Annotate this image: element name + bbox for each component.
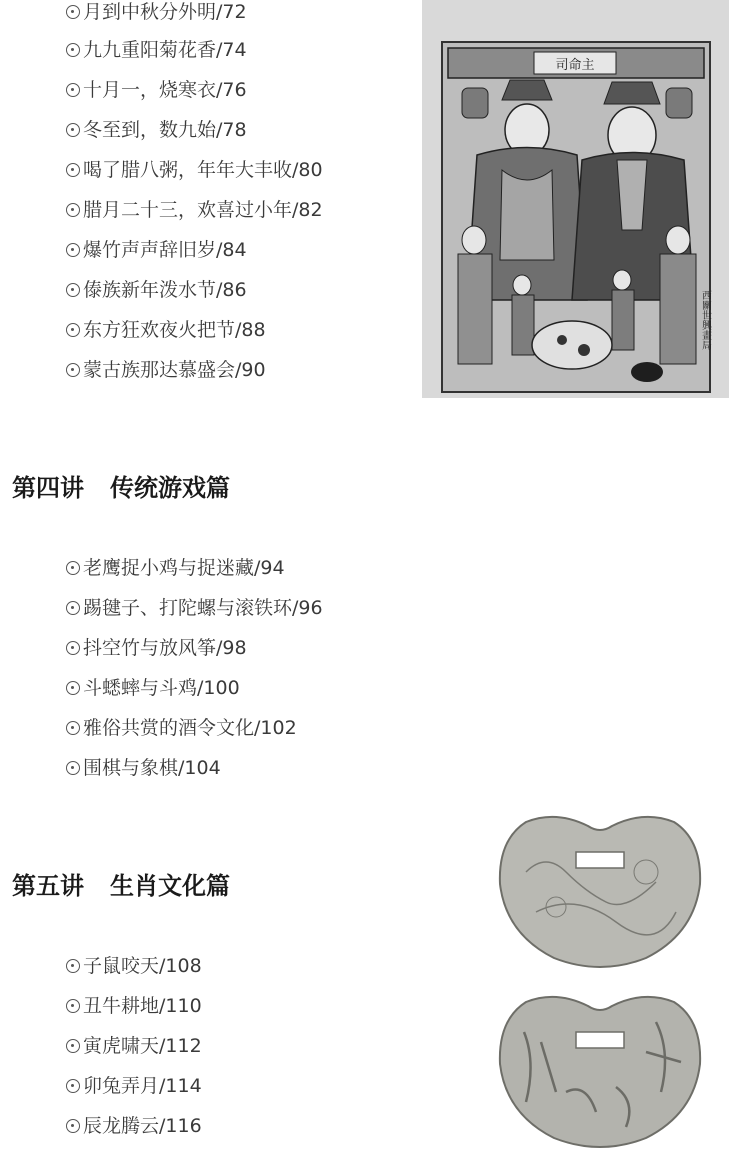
toc-entry[interactable]: 斗蟋蟀与斗鸡/100 [66, 676, 240, 700]
circle-bullet-icon [66, 641, 80, 655]
toc-entry[interactable]: 围棋与象棋/104 [66, 756, 221, 780]
toc-entry[interactable]: 腊月二十三，欢喜过小年/82 [66, 198, 323, 222]
toc-entry[interactable]: 寅虎啸天/112 [66, 1034, 202, 1058]
circle-bullet-icon [66, 601, 80, 615]
toc-entry[interactable]: 子鼠咬天/108 [66, 954, 202, 978]
circle-bullet-icon [66, 721, 80, 735]
svg-text:西關世興畫局: 西關世興畫局 [699, 290, 711, 350]
circle-bullet-icon [66, 1039, 80, 1053]
silver-lock-front-image [496, 812, 704, 970]
toc-entry[interactable]: 踢毽子、打陀螺与滚铁环/96 [66, 596, 323, 620]
toc-entry[interactable]: 喝了腊八粥，年年大丰收/80 [66, 158, 323, 182]
circle-bullet-icon [66, 43, 80, 57]
section-heading [12, 468, 230, 503]
circle-bullet-icon [66, 163, 80, 177]
section-title: 生肖文化篇 [110, 871, 230, 900]
circle-bullet-icon [66, 243, 80, 257]
circle-bullet-icon [66, 1119, 80, 1133]
svg-text:司命主: 司命主 [555, 58, 595, 73]
circle-bullet-icon [66, 959, 80, 973]
section-heading [12, 866, 230, 901]
toc-entry[interactable]: 卯兔弄月/114 [66, 1074, 202, 1098]
section-number: 第五讲 [12, 871, 84, 900]
circle-bullet-icon [66, 203, 80, 217]
toc-entry[interactable]: 辰龙腾云/116 [66, 1114, 202, 1138]
toc-entry[interactable]: 冬至到，数九始/78 [66, 118, 247, 142]
circle-bullet-icon [66, 323, 80, 337]
circle-bullet-icon [66, 283, 80, 297]
toc-entry[interactable]: 老鹰捉小鸡与捉迷藏/94 [66, 556, 285, 580]
toc-entry[interactable]: 傣族新年泼水节/86 [66, 278, 247, 302]
toc-entry[interactable]: 雅俗共赏的酒令文化/102 [66, 716, 297, 740]
toc-entry[interactable]: 抖空竹与放风筝/98 [66, 636, 247, 660]
toc-entry[interactable]: 十月一，烧寒衣/76 [66, 78, 247, 102]
circle-bullet-icon [66, 1079, 80, 1093]
kitchen-god-woodcut-image [422, 0, 729, 398]
silver-lock-back-image [496, 992, 704, 1150]
section-number: 第四讲 [12, 473, 84, 502]
circle-bullet-icon [66, 761, 80, 775]
circle-bullet-icon [66, 123, 80, 137]
circle-bullet-icon [66, 363, 80, 377]
circle-bullet-icon [66, 5, 80, 19]
toc-entry[interactable]: 月到中秋分外明/72 [66, 0, 247, 24]
circle-bullet-icon [66, 83, 80, 97]
circle-bullet-icon [66, 681, 80, 695]
toc-entry[interactable]: 九九重阳菊花香/74 [66, 38, 247, 62]
toc-entry[interactable]: 蒙古族那达慕盛会/90 [66, 358, 266, 382]
toc-entry[interactable]: 爆竹声声辞旧岁/84 [66, 238, 247, 262]
circle-bullet-icon [66, 999, 80, 1013]
toc-entry[interactable]: 丑牛耕地/110 [66, 994, 202, 1018]
toc-entry[interactable]: 东方狂欢夜火把节/88 [66, 318, 266, 342]
section-title: 传统游戏篇 [110, 473, 230, 502]
circle-bullet-icon [66, 561, 80, 575]
